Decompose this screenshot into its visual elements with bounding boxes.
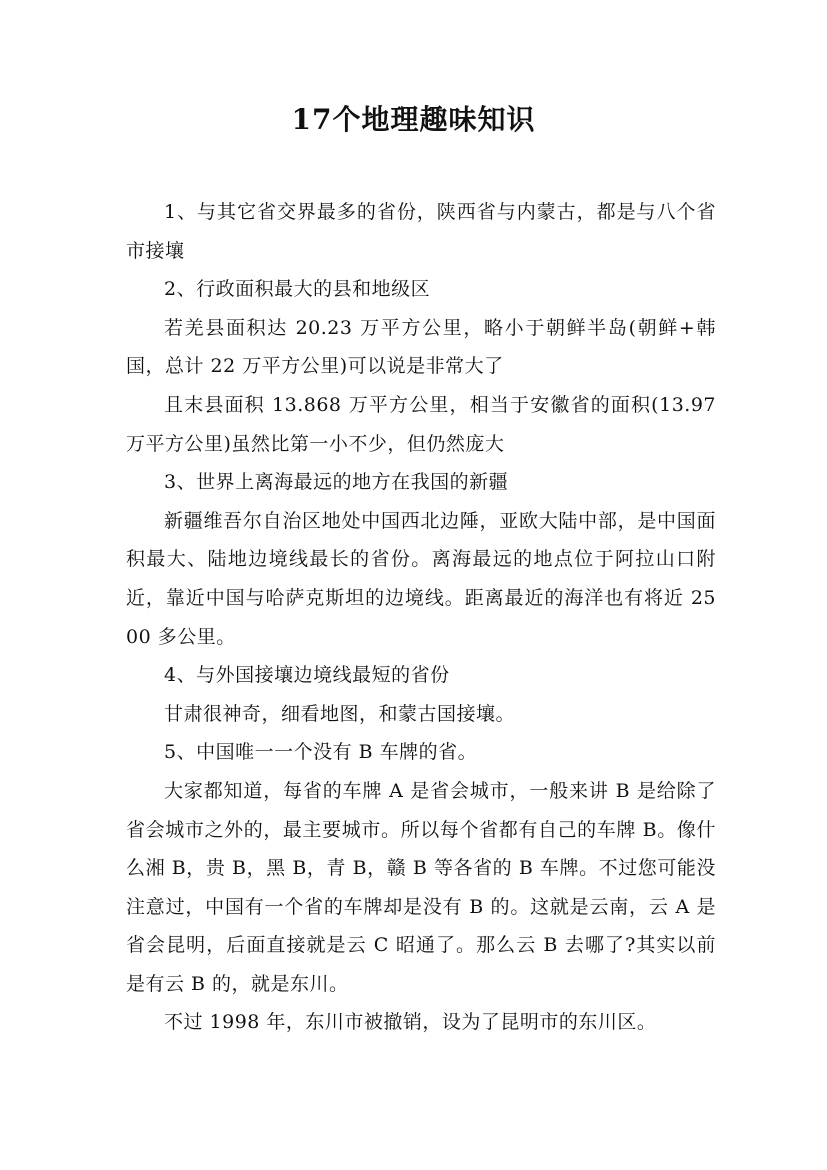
document-body: [126, 193, 716, 1042]
paragraph-2: 2、行政面积最大的县和地级区: [164, 278, 431, 301]
document-title: 17个地理趣味知识: [291, 103, 536, 136]
paragraph-10: 大家都知道，每省的车牌 A 是省会城市，一般来讲 B 是给除了省会城市之外的，最主要城市。所以每个省都有自己的车牌 B。像什么湘 B，贵 B，黑 B，青 B，赣 B 等各省的 B 车牌。不过您可能没注意过，中国有一个省的车牌却是没有 B 的。这就是云南，云 A 是省会昆明，后面直接就是云 C 昭通了。那么云 B 去哪了?其实以前是有云 B 的，就是东川。: [126, 779, 716, 995]
paragraph-7: 4、与外国接壤边境线最短的省份: [164, 664, 450, 687]
paragraph-6: 新疆维吾尔自治区地处中国西北边陲，亚欧大陆中部，是中国面积最大、陆地边境线最长的省份。离海最远的地点位于阿拉山口附近，靠近中国与哈萨克斯坦的边境线。距离最近的海洋也有将近 2500 多公里。: [126, 509, 716, 648]
paragraph-8: 甘肃很神奇，细看地图，和蒙古国接壤。: [164, 702, 516, 725]
paragraph-1: 1、与其它省交界最多的省份，陕西省与内蒙古，都是与八个省市接壤: [126, 201, 716, 262]
paragraph-3: 若羌县面积达 20.23 万平方公里，略小于朝鲜半岛(朝鲜+韩国，总计 22 万平方公里)可以说是非常大了: [126, 316, 716, 378]
paragraph-4: 且末县面积 13.868 万平方公里，相当于安徽省的面积(13.97 万平方公里)虽然比第一小不少，但仍然庞大: [126, 393, 716, 455]
paragraph-11: 不过 1998 年，东川市被撤销，设为了昆明市的东川区。: [164, 1011, 657, 1034]
paragraph-9: 5、中国唯一一个没有 B 车牌的省。: [164, 741, 478, 764]
paragraph-5: 3、世界上离海最远的地方在我国的新疆: [164, 471, 509, 494]
